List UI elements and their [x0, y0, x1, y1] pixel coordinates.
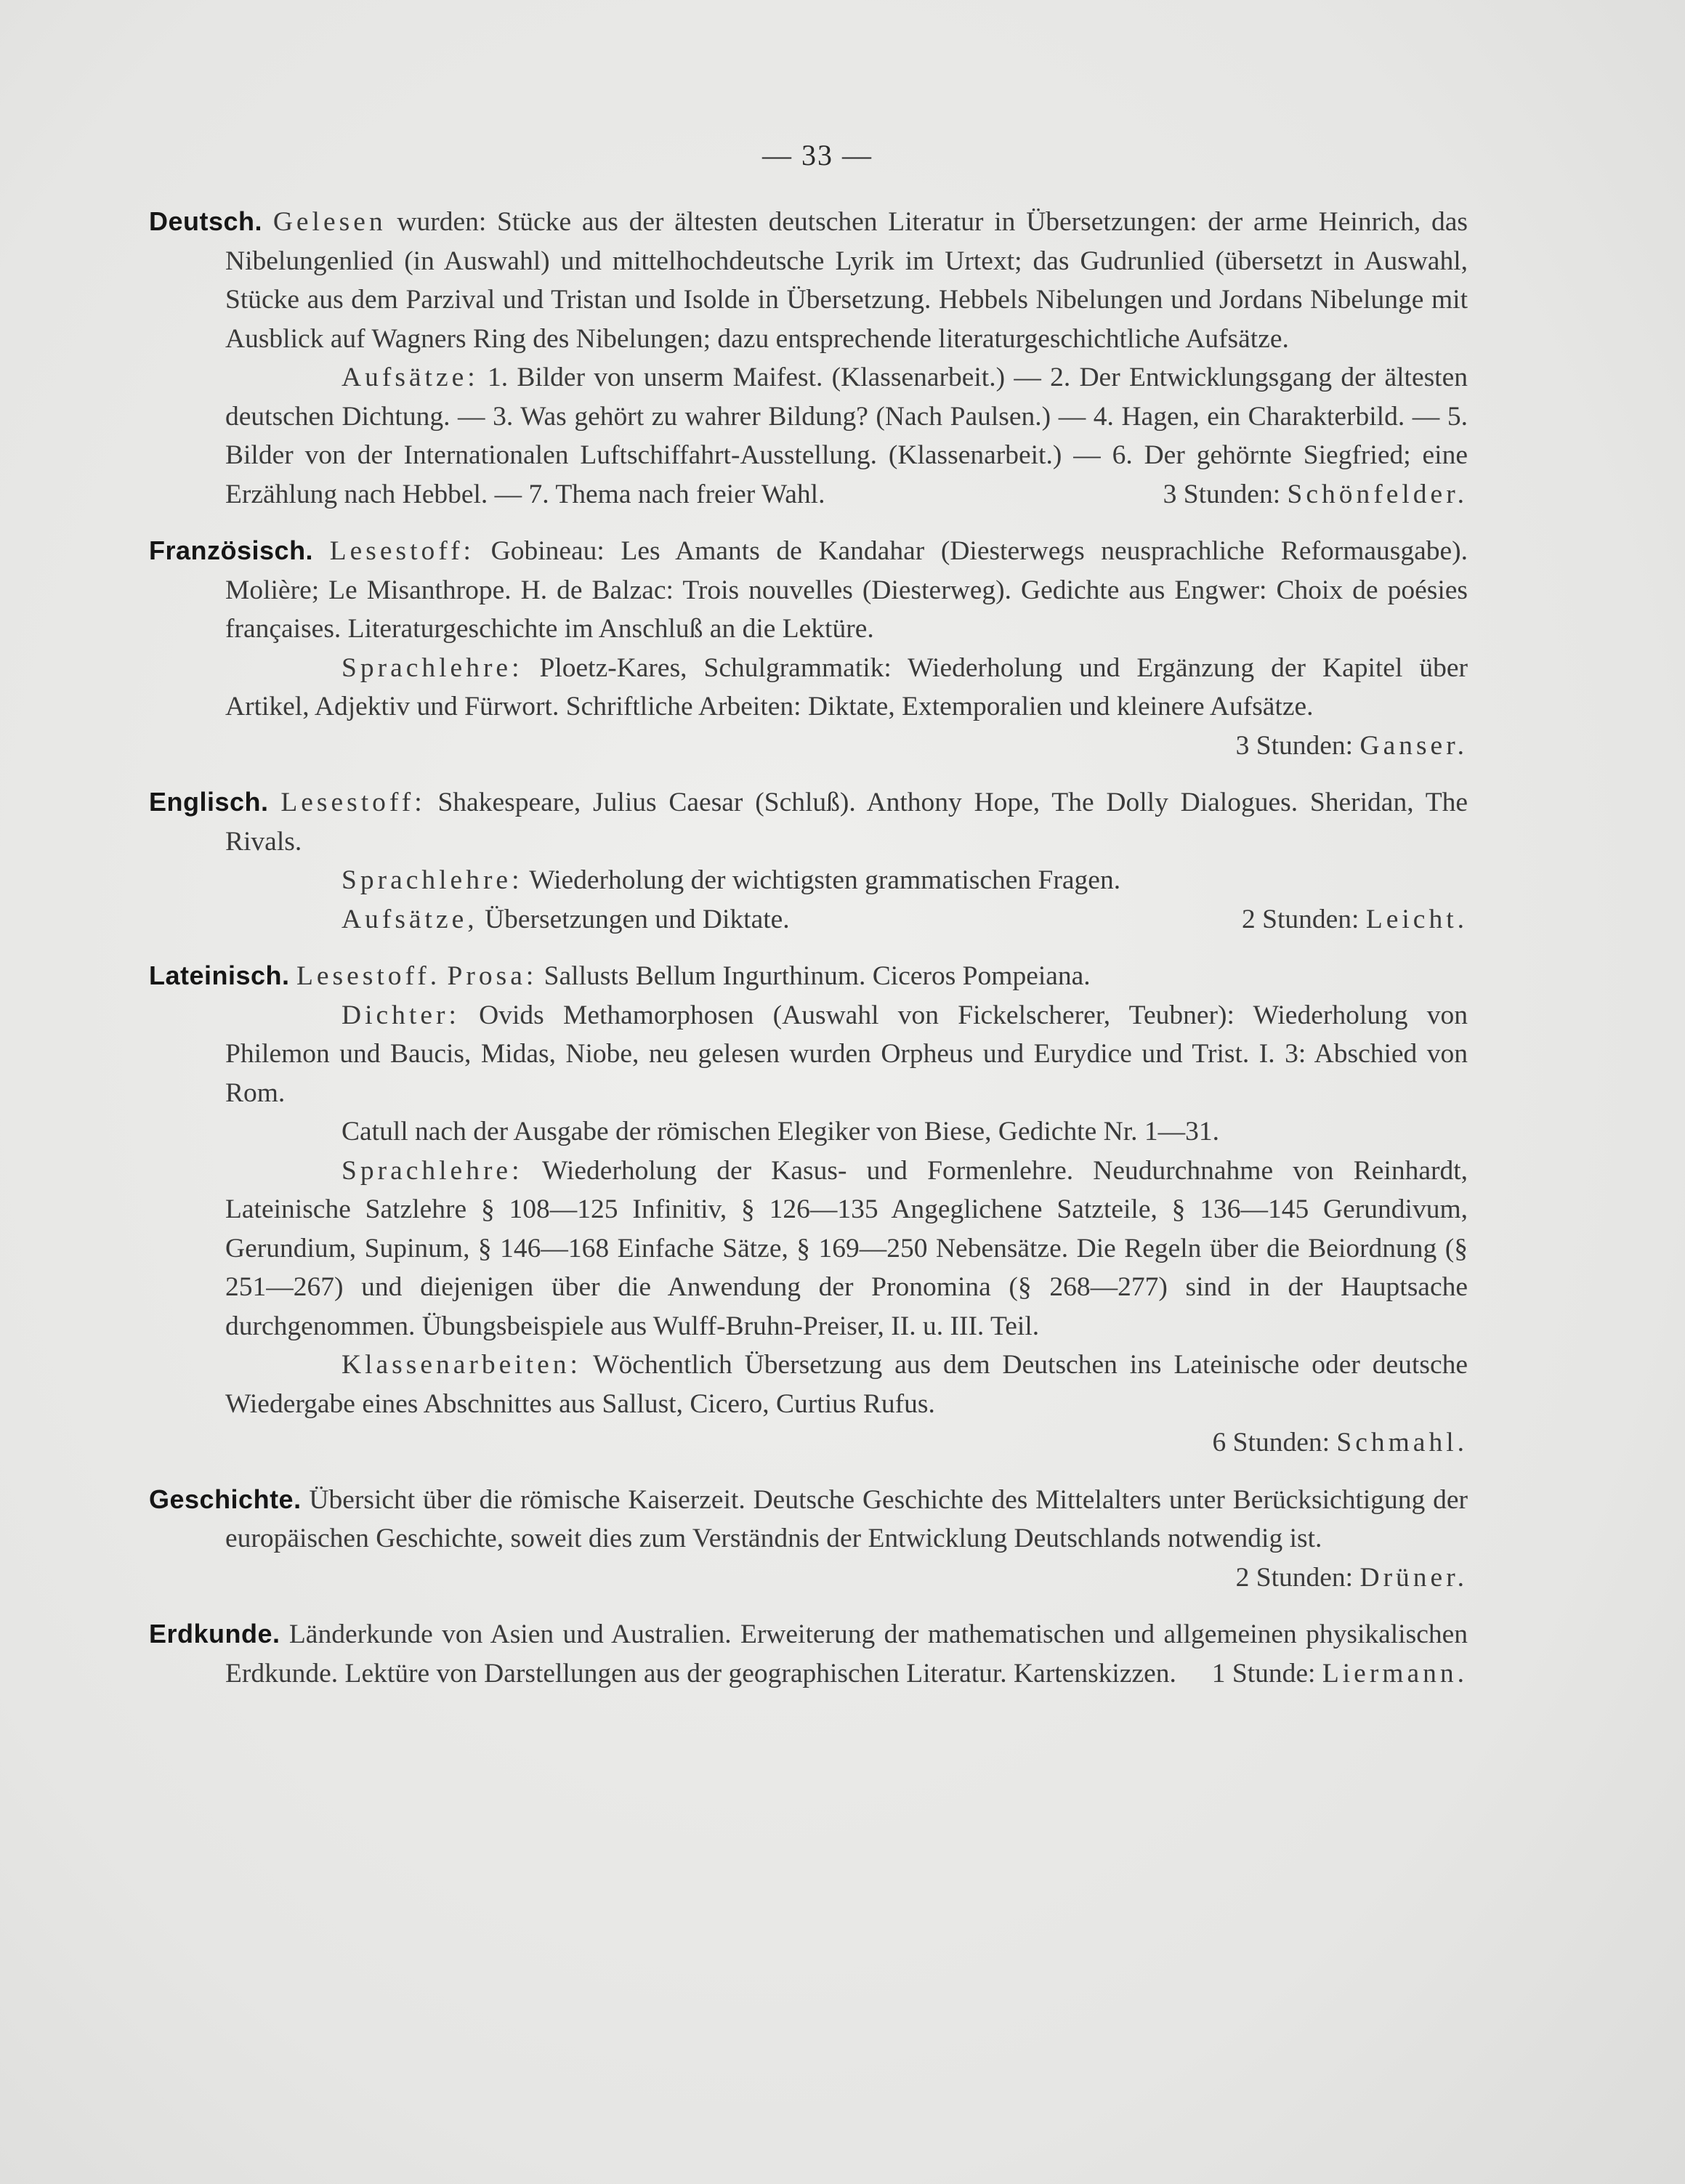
franzoesisch-label-lesestoff: Lesestoff:	[329, 536, 474, 566]
erdkunde-teacher-line	[1211, 1654, 1468, 1694]
englisch-text-2: Wiederholung der wichtigsten grammatischen Fragen.	[522, 865, 1121, 895]
englisch-paragraph-1	[149, 782, 1468, 861]
page-number: — 33 —	[762, 139, 873, 171]
deutsch-text-2: 1. Bilder von unserm Maifest. (Klassenarbeit.) — 2. Der Entwicklungsgang der ältesten deutschen Dichtung. — 3. Was gehört zu wahrer Bildung? (Nach Paulsen.) — 4. Hagen, ein Charakterbild. — 5. Bilder von der Internationalen Luftschiffahrt-Ausstellung. (Klassenarbeit.) — 6. Der gehörnte Siegfried; eine Erzählung nach Hebbel. — 7. Thema nach freier Wahl.	[225, 363, 1468, 509]
lateinisch-text-1: Sallusts Bellum Ingurthinum. Ciceros Pompeiana.	[537, 961, 1091, 991]
deutsch-text-1: wurden: Stücke aus der ältesten deutschen Literatur in Übersetzungen: der arme Heinrich, das Nibelungenlied (in Auswahl) und mittelhochdeutsche Lyrik im Urtext; das Gudrunlied (übersetzt in Auswahl, Stücke aus dem Parzival und Tristan und Isolde in Übersetzung. Hebbels Nibelungen und Jordans Nibelunge mit Ausblick auf Wagners Ring des Nibelungen; dazu entsprechende literaturgeschichtliche Aufsätze.	[225, 207, 1468, 354]
heading-erdkunde: Erdkunde.	[149, 1619, 280, 1649]
heading-deutsch: Deutsch.	[149, 206, 263, 236]
englisch-hours: 2 Stunden:	[1241, 904, 1359, 934]
erdkunde-paragraph-1	[149, 1614, 1468, 1693]
erdkunde-hours: 1 Stunde:	[1211, 1658, 1316, 1688]
lateinisch-label-sprachlehre: Sprachlehre:	[342, 1155, 523, 1186]
franzoesisch-paragraph-1	[149, 531, 1468, 649]
deutsch-paragraph-1	[149, 202, 1468, 358]
englisch-teacher: Leicht.	[1365, 904, 1468, 934]
englisch-label-sprachlehre: Sprachlehre:	[342, 865, 523, 895]
deutsch-hours: 3 Stunden:	[1163, 479, 1281, 509]
lateinisch-paragraph-2	[225, 996, 1468, 1113]
heading-lateinisch: Lateinisch.	[149, 960, 290, 990]
section-erdkunde	[149, 1614, 1468, 1693]
franzoesisch-label-sprachlehre: Sprachlehre:	[342, 652, 523, 683]
englisch-label-aufsaetze: Aufsätze,	[342, 904, 478, 934]
section-deutsch	[149, 202, 1468, 514]
document-body	[149, 202, 1468, 1693]
franzoesisch-teacher-line	[1120, 727, 1468, 766]
lateinisch-teacher-line	[225, 1423, 1468, 1463]
lateinisch-label-klassenarbeiten: Klassenarbeiten:	[342, 1350, 581, 1380]
franzoesisch-text-1: Gobineau: Les Amants de Kandahar (Diesterwegs neusprachliche Reformausgabe). Molière; Le Misanthrope. H. de Balzac: Trois nouvelles (Diesterweg). Gedichte aus Engwer: Choix de poésies françaises. Literaturgeschichte im Anschluß an die Lektüre.	[225, 536, 1468, 644]
section-geschichte	[149, 1480, 1468, 1598]
geschichte-text-1: Übersicht über die römische Kaiserzeit. Deutsche Geschichte des Mittelalters unter Berücksichtigung der europäischen Geschichte, soweit dies zum Verständnis der Entwicklung Deutschlands notwendig ist.	[225, 1484, 1468, 1553]
section-englisch	[149, 782, 1468, 939]
franzoesisch-paragraph-2	[225, 649, 1468, 766]
englisch-paragraph-2	[225, 861, 1468, 900]
lateinisch-hours: 6 Stunden:	[1212, 1428, 1330, 1457]
deutsch-label-gelesen: Gelesen	[272, 207, 387, 237]
section-franzoesisch	[149, 531, 1468, 765]
lateinisch-paragraph-5	[225, 1346, 1468, 1423]
lateinisch-paragraph-3: Catull nach der Ausgabe der römischen Elegiker von Biese, Gedichte Nr. 1—31.	[342, 1117, 1220, 1146]
englisch-paragraph-3	[225, 900, 1468, 939]
franzoesisch-text-2: Ploetz-Kares, Schulgrammatik: Wiederholung und Ergänzung der Kapitel über Artikel, Adjektiv und Fürwort. Schriftliche Arbeiten: Diktate, Extemporalien und kleinere Aufsätze.	[225, 652, 1468, 721]
geschichte-teacher-line	[1235, 1558, 1468, 1598]
deutsch-teacher: Schönfelder.	[1287, 479, 1468, 509]
franzoesisch-teacher: Ganser.	[1359, 730, 1468, 761]
deutsch-teacher-line	[1047, 475, 1468, 514]
franzoesisch-hours: 3 Stunden:	[1235, 730, 1354, 761]
lateinisch-text-5: Wöchentlich Übersetzung aus dem Deutschen ins Lateinische oder deutsche Wiedergabe eines Abschnittes aus Sallust, Cicero, Curtius Rufus.	[225, 1350, 1468, 1419]
lateinisch-label-dichter: Dichter:	[342, 1000, 460, 1030]
lateinisch-teacher: Schmahl.	[1336, 1428, 1468, 1457]
deutsch-paragraph-2	[225, 358, 1468, 514]
erdkunde-text-1: Länderkunde von Asien und Australien. Erweiterung der mathematischen und allgemeinen physikalischen Erdkunde. Lektüre von Darstellungen aus der geographischen Literatur. Kartenskizzen.	[225, 1619, 1468, 1688]
englisch-text-3: Übersetzungen und Diktate.	[477, 904, 790, 934]
lateinisch-paragraph-1	[149, 956, 1468, 996]
geschichte-paragraph-1	[149, 1480, 1468, 1598]
heading-franzoesisch: Französisch.	[149, 535, 314, 565]
geschichte-teacher: Drüner.	[1359, 1562, 1468, 1593]
geschichte-hours: 2 Stunden:	[1235, 1562, 1354, 1593]
lateinisch-label-lesestoff: Lesestoff.	[296, 961, 441, 991]
englisch-text-1: Shakespeare, Julius Caesar (Schluß). Anthony Hope, The Dolly Dialogues. Sheridan, The Rivals.	[225, 788, 1468, 857]
heading-geschichte: Geschichte.	[149, 1484, 302, 1514]
deutsch-label-aufsaetze: Aufsätze:	[342, 363, 479, 392]
section-lateinisch	[149, 956, 1468, 1463]
englisch-label-lesestoff: Lesestoff:	[280, 788, 426, 817]
lateinisch-label-prosa: Prosa:	[447, 961, 538, 991]
heading-englisch: Englisch.	[149, 787, 269, 817]
erdkunde-teacher: Liermann.	[1322, 1658, 1468, 1688]
englisch-teacher-line	[1126, 900, 1468, 939]
lateinisch-text-2: Ovids Methamorphosen (Auswahl von Fickelscherer, Teubner): Wiederholung von Philemon und Baucis, Midas, Niobe, neu gelesen wurden Orpheus und Eurydice und Trist. I. 3: Abschied von Rom.	[225, 1000, 1468, 1108]
lateinisch-text-4: Wiederholung der Kasus- und Formenlehre. Neudurchnahme von Reinhardt, Lateinische Satzlehre § 108—125 Infinitiv, § 126—135 Angeglichene Satzteile, § 136—145 Gerundivum, Gerundium, Supinum, § 146—168 Einfache Sätze, § 169—250 Nebensätze. Die Regeln über die Beiordnung (§ 251—267) und diejenigen über die Anwendung der Pronomina (§ 268—277) sind in der Hauptsache durchgenommen. Übungsbeispiele aus Wulff-Bruhn-Preiser, II. u. III. Teil.	[225, 1155, 1468, 1341]
lateinisch-paragraph-4	[225, 1152, 1468, 1346]
